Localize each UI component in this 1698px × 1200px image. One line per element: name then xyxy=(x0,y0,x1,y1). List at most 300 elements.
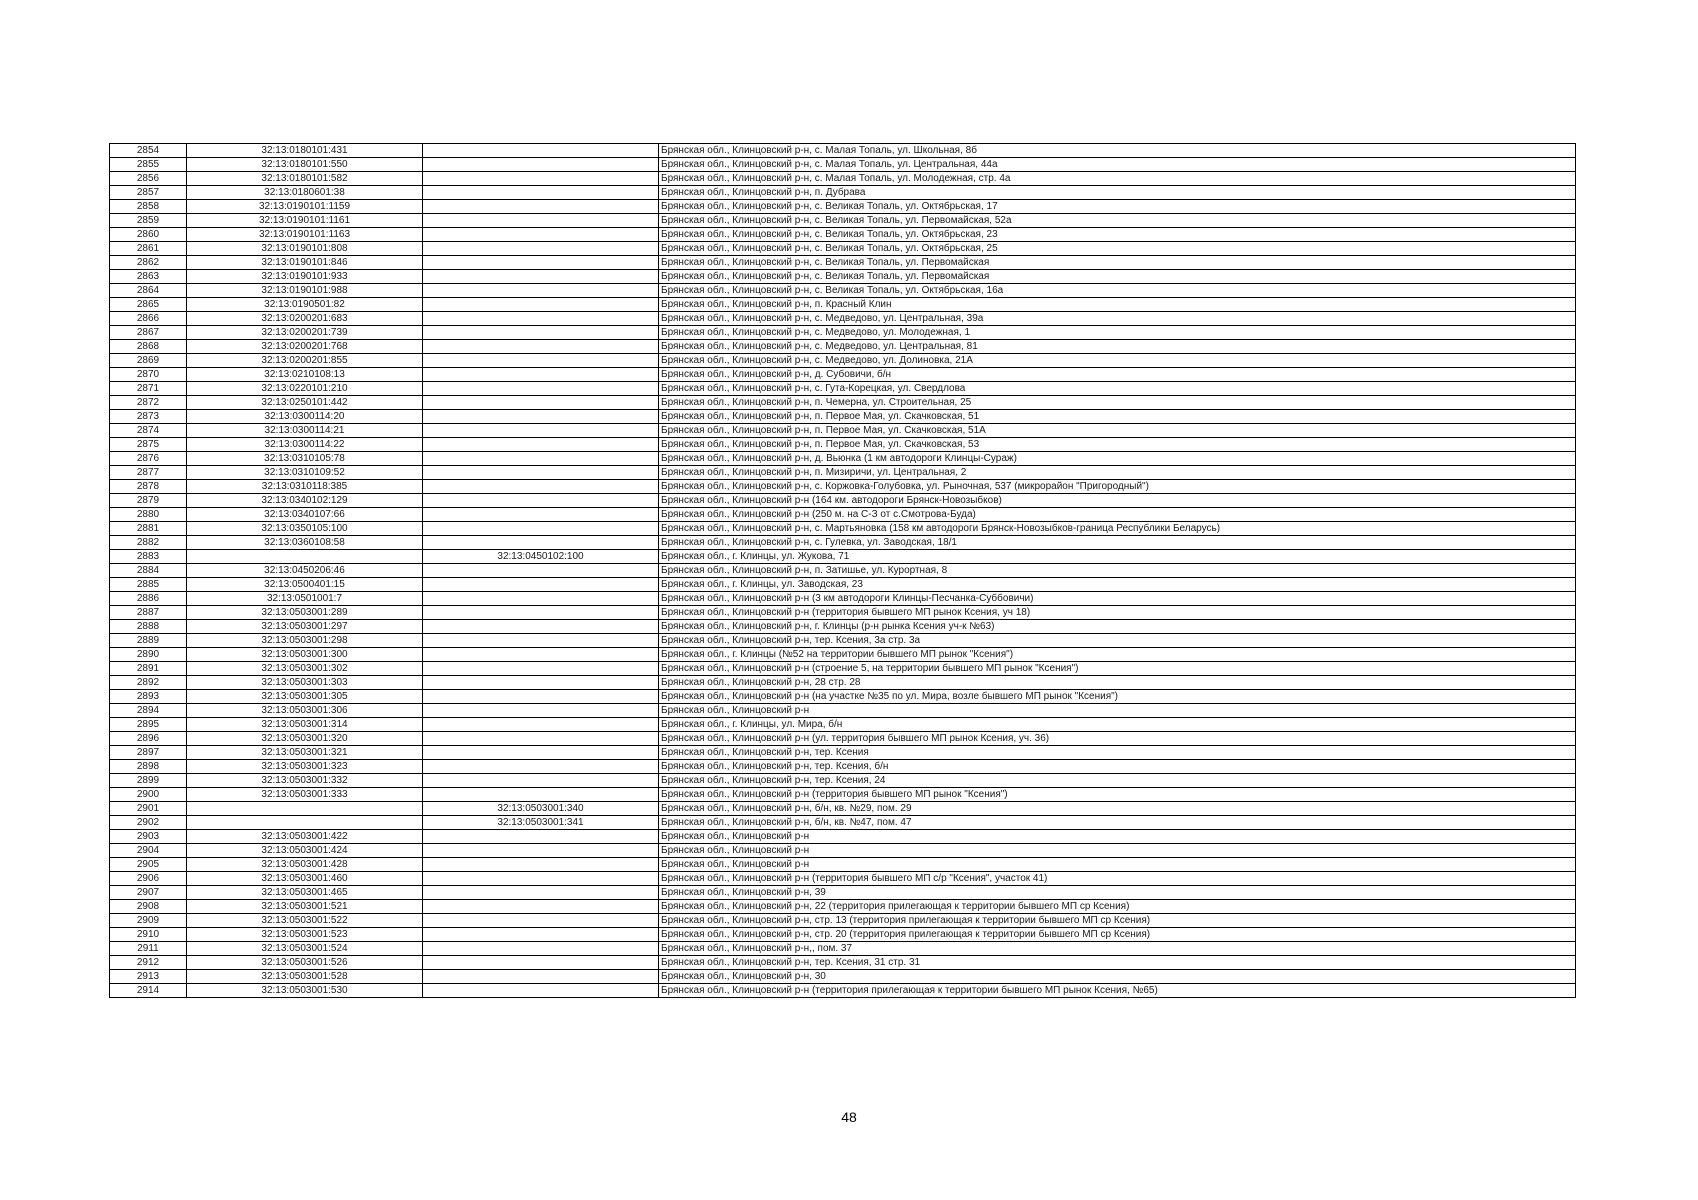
address-cell: Брянская обл., Клинцовский р-н, тер. Ксения, 31 стр. 31 xyxy=(659,956,1576,970)
cadastral-number-cell: 32:13:0180101:550 xyxy=(187,158,423,172)
cadastral-number-cell: 32:13:0190101:808 xyxy=(187,242,423,256)
cadastral-number-cell: 32:13:0503001:300 xyxy=(187,648,423,662)
row-number-cell: 2888 xyxy=(110,620,187,634)
row-number-cell: 2856 xyxy=(110,172,187,186)
table-row xyxy=(110,354,1576,368)
address-cell: Брянская обл., Клинцовский р-н, 39 xyxy=(659,886,1576,900)
address-cell: Брянская обл., Клинцовский р-н, с. Мартьяновка (158 км автодороги Брянск-Новозыбков-граница Республики Беларусь) xyxy=(659,522,1576,536)
cadastral-number-secondary-cell xyxy=(423,256,659,270)
address-cell: Брянская обл., Клинцовский р-н xyxy=(659,844,1576,858)
cadastral-number-cell: 32:13:0503001:523 xyxy=(187,928,423,942)
cadastral-number-cell: 32:13:0200201:855 xyxy=(187,354,423,368)
cadastral-number-cell: 32:13:0300114:20 xyxy=(187,410,423,424)
table-row xyxy=(110,228,1576,242)
row-number-cell: 2873 xyxy=(110,410,187,424)
cadastral-number-secondary-cell xyxy=(423,508,659,522)
table-row xyxy=(110,620,1576,634)
row-number-cell: 2887 xyxy=(110,606,187,620)
table-row xyxy=(110,214,1576,228)
row-number-cell: 2898 xyxy=(110,760,187,774)
table-row xyxy=(110,634,1576,648)
cadastral-number-cell: 32:13:0340107:66 xyxy=(187,508,423,522)
row-number-cell: 2907 xyxy=(110,886,187,900)
address-cell: Брянская обл., г. Клинцы, ул. Заводская, 23 xyxy=(659,578,1576,592)
cadastral-number-secondary-cell xyxy=(423,564,659,578)
cadastral-number-secondary-cell xyxy=(423,396,659,410)
address-cell: Брянская обл., Клинцовский р-н, с. Гулевка, ул. Заводская, 18/1 xyxy=(659,536,1576,550)
cadastral-number-secondary-cell xyxy=(423,704,659,718)
row-number-cell: 2900 xyxy=(110,788,187,802)
cadastral-number-cell: 32:13:0503001:530 xyxy=(187,984,423,998)
cadastral-number-cell xyxy=(187,550,423,564)
cadastral-number-cell: 32:13:0503001:323 xyxy=(187,760,423,774)
cadastral-number-cell: 32:13:0501001:7 xyxy=(187,592,423,606)
cadastral-number-secondary-cell xyxy=(423,648,659,662)
cadastral-number-secondary-cell xyxy=(423,676,659,690)
row-number-cell: 2880 xyxy=(110,508,187,522)
table-row xyxy=(110,732,1576,746)
cadastral-number-secondary-cell xyxy=(423,578,659,592)
address-cell: Брянская обл., Клинцовский р-н, п. Чемерна, ул. Строительная, 25 xyxy=(659,396,1576,410)
cadastral-number-secondary-cell xyxy=(423,242,659,256)
cadastral-number-cell: 32:13:0190101:1161 xyxy=(187,214,423,228)
address-cell: Брянская обл., Клинцовский р-н, с. Великая Топаль, ул. Октябрьская, 16а xyxy=(659,284,1576,298)
address-cell: Брянская обл., Клинцовский р-н xyxy=(659,858,1576,872)
table-row xyxy=(110,914,1576,928)
cadastral-number-cell: 32:13:0220101:210 xyxy=(187,382,423,396)
cadastral-number-cell: 32:13:0200201:768 xyxy=(187,340,423,354)
table-row xyxy=(110,900,1576,914)
cadastral-number-secondary-cell: 32:13:0503001:340 xyxy=(423,802,659,816)
table-row xyxy=(110,480,1576,494)
row-number-cell: 2893 xyxy=(110,690,187,704)
address-cell: Брянская обл., Клинцовский р-н, г. Клинцы (р-н рынка Ксения уч-к №63) xyxy=(659,620,1576,634)
address-cell: Брянская обл., Клинцовский р-н, п. Первое Мая, ул. Скачковская, 53 xyxy=(659,438,1576,452)
table-row xyxy=(110,718,1576,732)
cadastral-number-secondary-cell xyxy=(423,886,659,900)
cadastral-number-cell xyxy=(187,816,423,830)
row-number-cell: 2901 xyxy=(110,802,187,816)
table-row xyxy=(110,956,1576,970)
cadastral-number-secondary-cell xyxy=(423,592,659,606)
address-cell: Брянская обл., Клинцовский р-н, тер. Ксения xyxy=(659,746,1576,760)
row-number-cell: 2871 xyxy=(110,382,187,396)
table-row xyxy=(110,564,1576,578)
cadastral-number-cell: 32:13:0500401:15 xyxy=(187,578,423,592)
cadastral-number-cell: 32:13:0503001:321 xyxy=(187,746,423,760)
cadastral-number-cell: 32:13:0503001:303 xyxy=(187,676,423,690)
row-number-cell: 2906 xyxy=(110,872,187,886)
address-cell: Брянская обл., Клинцовский р-н, б/н, кв. №47, пом. 47 xyxy=(659,816,1576,830)
row-number-cell: 2895 xyxy=(110,718,187,732)
table-row xyxy=(110,270,1576,284)
row-number-cell: 2864 xyxy=(110,284,187,298)
row-number-cell: 2862 xyxy=(110,256,187,270)
cadastral-number-cell: 32:13:0180601:38 xyxy=(187,186,423,200)
cadastral-number-secondary-cell xyxy=(423,662,659,676)
cadastral-number-secondary-cell xyxy=(423,368,659,382)
cadastral-number-secondary-cell xyxy=(423,186,659,200)
cadastral-number-secondary-cell xyxy=(423,872,659,886)
row-number-cell: 2885 xyxy=(110,578,187,592)
address-cell: Брянская обл., Клинцовский р-н (территория бывшего МП рынок Ксения, уч 18) xyxy=(659,606,1576,620)
row-number-cell: 2905 xyxy=(110,858,187,872)
cadastral-number-secondary-cell xyxy=(423,494,659,508)
cadastral-number-cell: 32:13:0210108:13 xyxy=(187,368,423,382)
cadastral-number-cell: 32:13:0300114:21 xyxy=(187,424,423,438)
address-cell: Брянская обл., Клинцовский р-н, 30 xyxy=(659,970,1576,984)
row-number-cell: 2911 xyxy=(110,942,187,956)
address-cell: Брянская обл., Клинцовский р-н, с. Малая Топаль, ул. Молодежная, стр. 4а xyxy=(659,172,1576,186)
cadastral-number-secondary-cell xyxy=(423,284,659,298)
address-cell: Брянская обл., Клинцовский р-н (территория бывшего МП с/р "Ксения", участок 41) xyxy=(659,872,1576,886)
address-cell: Брянская обл., Клинцовский р-н, с. Малая Топаль, ул. Школьная, 8б xyxy=(659,144,1576,158)
table-row xyxy=(110,970,1576,984)
row-number-cell: 2882 xyxy=(110,536,187,550)
cadastral-number-secondary-cell xyxy=(423,340,659,354)
table-row xyxy=(110,872,1576,886)
address-cell: Брянская обл., Клинцовский р-н, с. Коржовка-Голубовка, ул. Рыночная, 537 (микрорайон "Пригородный") xyxy=(659,480,1576,494)
cadastral-number-cell: 32:13:0503001:297 xyxy=(187,620,423,634)
row-number-cell: 2883 xyxy=(110,550,187,564)
page-number: 48 xyxy=(841,1109,857,1125)
cadastral-number-cell: 32:13:0503001:305 xyxy=(187,690,423,704)
cadastral-number-cell: 32:13:0503001:521 xyxy=(187,900,423,914)
cadastral-number-secondary-cell xyxy=(423,172,659,186)
row-number-cell: 2858 xyxy=(110,200,187,214)
cadastral-number-secondary-cell: 32:13:0503001:341 xyxy=(423,816,659,830)
table-row xyxy=(110,578,1576,592)
row-number-cell: 2868 xyxy=(110,340,187,354)
cadastral-number-secondary-cell xyxy=(423,214,659,228)
row-number-cell: 2889 xyxy=(110,634,187,648)
cadastral-number-cell: 32:13:0503001:298 xyxy=(187,634,423,648)
address-cell: Брянская обл., Клинцовский р-н, п. Мизиричи, ул. Центральная, 2 xyxy=(659,466,1576,480)
address-cell: Брянская обл., Клинцовский р-н, д. Вьюнка (1 км автодороги Клинцы-Сураж) xyxy=(659,452,1576,466)
table-row xyxy=(110,704,1576,718)
table-row xyxy=(110,382,1576,396)
row-number-cell: 2861 xyxy=(110,242,187,256)
row-number-cell: 2865 xyxy=(110,298,187,312)
cadastral-number-secondary-cell xyxy=(423,928,659,942)
table-row xyxy=(110,522,1576,536)
address-cell: Брянская обл., Клинцовский р-н, п. Красный Клин xyxy=(659,298,1576,312)
row-number-cell: 2870 xyxy=(110,368,187,382)
table-row xyxy=(110,396,1576,410)
table-row xyxy=(110,830,1576,844)
row-number-cell: 2878 xyxy=(110,480,187,494)
address-cell: Брянская обл., г. Клинцы, ул. Жукова, 71 xyxy=(659,550,1576,564)
table-row xyxy=(110,284,1576,298)
address-cell: Брянская обл., Клинцовский р-н (ул. территория бывшего МП рынок Ксения, уч. 36) xyxy=(659,732,1576,746)
table-row xyxy=(110,802,1576,816)
cadastral-number-cell: 32:13:0190101:1163 xyxy=(187,228,423,242)
cadastral-number-cell: 32:13:0200201:739 xyxy=(187,326,423,340)
row-number-cell: 2875 xyxy=(110,438,187,452)
cadastral-number-cell: 32:13:0503001:302 xyxy=(187,662,423,676)
cadastral-number-secondary-cell xyxy=(423,312,659,326)
cadastral-number-cell: 32:13:0190101:933 xyxy=(187,270,423,284)
table-row xyxy=(110,844,1576,858)
address-cell: Брянская обл., Клинцовский р-н (строение 5, на территории бывшего МП рынок "Ксения") xyxy=(659,662,1576,676)
address-cell: Брянская обл., Клинцовский р-н, тер. Ксения, 24 xyxy=(659,774,1576,788)
cadastral-number-secondary-cell xyxy=(423,606,659,620)
table-row xyxy=(110,424,1576,438)
cadastral-number-cell xyxy=(187,802,423,816)
address-cell: Брянская обл., Клинцовский р-н, с. Медведово, ул. Долиновка, 21А xyxy=(659,354,1576,368)
address-cell: Брянская обл., Клинцовский р-н, тер. Ксения, б/н xyxy=(659,760,1576,774)
row-number-cell: 2884 xyxy=(110,564,187,578)
address-cell: Брянская обл., Клинцовский р-н, с. Великая Топаль, ул. Первомайская xyxy=(659,256,1576,270)
table-row xyxy=(110,298,1576,312)
cadastral-number-secondary-cell xyxy=(423,354,659,368)
cadastral-number-secondary-cell xyxy=(423,466,659,480)
table-row xyxy=(110,858,1576,872)
table-row xyxy=(110,172,1576,186)
row-number-cell: 2890 xyxy=(110,648,187,662)
table-row xyxy=(110,340,1576,354)
address-cell: Брянская обл., Клинцовский р-н (территория прилегающая к территории бывшего МП рынок Ксения, №65) xyxy=(659,984,1576,998)
address-cell: Брянская обл., Клинцовский р-н, с. Великая Топаль, ул. Первомайская, 52а xyxy=(659,214,1576,228)
cadastral-number-secondary-cell xyxy=(423,410,659,424)
row-number-cell: 2857 xyxy=(110,186,187,200)
address-cell: Брянская обл., Клинцовский р-н, б/н, кв. №29, пом. 29 xyxy=(659,802,1576,816)
cadastral-number-secondary-cell xyxy=(423,774,659,788)
table-row xyxy=(110,886,1576,900)
table-row xyxy=(110,158,1576,172)
cadastral-number-cell: 32:13:0310109:52 xyxy=(187,466,423,480)
address-cell: Брянская обл., Клинцовский р-н, д. Субовичи, б/н xyxy=(659,368,1576,382)
table-row xyxy=(110,494,1576,508)
address-cell: Брянская обл., Клинцовский р-н, 28 стр. 28 xyxy=(659,676,1576,690)
table-row xyxy=(110,592,1576,606)
cadastral-number-cell: 32:13:0190101:1159 xyxy=(187,200,423,214)
row-number-cell: 2879 xyxy=(110,494,187,508)
cadastral-number-cell: 32:13:0503001:528 xyxy=(187,970,423,984)
cadastral-number-cell: 32:13:0310105:78 xyxy=(187,452,423,466)
row-number-cell: 2876 xyxy=(110,452,187,466)
cadastral-number-secondary-cell xyxy=(423,956,659,970)
cadastral-number-secondary-cell xyxy=(423,382,659,396)
row-number-cell: 2859 xyxy=(110,214,187,228)
table-row xyxy=(110,438,1576,452)
cadastral-number-secondary-cell xyxy=(423,200,659,214)
cadastral-number-cell: 32:13:0503001:314 xyxy=(187,718,423,732)
address-cell: Брянская обл., Клинцовский р-н, п. Дубрава xyxy=(659,186,1576,200)
table-row xyxy=(110,410,1576,424)
address-cell: Брянская обл., Клинцовский р-н, с. Гута-Корецкая, ул. Свердлова xyxy=(659,382,1576,396)
table-row xyxy=(110,788,1576,802)
table-row xyxy=(110,676,1576,690)
row-number-cell: 2867 xyxy=(110,326,187,340)
cadastral-number-secondary-cell xyxy=(423,900,659,914)
table-row xyxy=(110,606,1576,620)
cadastral-number-secondary-cell xyxy=(423,788,659,802)
row-number-cell: 2866 xyxy=(110,312,187,326)
cadastral-number-secondary-cell xyxy=(423,438,659,452)
address-cell: Брянская обл., Клинцовский р-н, с. Медведово, ул. Центральная, 39а xyxy=(659,312,1576,326)
cadastral-number-secondary-cell xyxy=(423,760,659,774)
cadastral-number-secondary-cell xyxy=(423,620,659,634)
row-number-cell: 2909 xyxy=(110,914,187,928)
cadastral-number-cell: 32:13:0340102:129 xyxy=(187,494,423,508)
address-cell: Брянская обл., Клинцовский р-н, с. Малая Топаль, ул. Центральная, 44а xyxy=(659,158,1576,172)
row-number-cell: 2863 xyxy=(110,270,187,284)
row-number-cell: 2913 xyxy=(110,970,187,984)
table-row xyxy=(110,928,1576,942)
cadastral-number-cell: 32:13:0503001:306 xyxy=(187,704,423,718)
table-row xyxy=(110,242,1576,256)
cadastral-number-cell: 32:13:0503001:526 xyxy=(187,956,423,970)
cadastral-number-cell: 32:13:0503001:524 xyxy=(187,942,423,956)
cadastral-number-secondary-cell xyxy=(423,690,659,704)
row-number-cell: 2869 xyxy=(110,354,187,368)
row-number-cell: 2914 xyxy=(110,984,187,998)
cadastral-number-secondary-cell xyxy=(423,480,659,494)
table-row xyxy=(110,466,1576,480)
address-cell: Брянская обл., Клинцовский р-н, п. Первое Мая, ул. Скачковская, 51А xyxy=(659,424,1576,438)
address-cell: Брянская обл., Клинцовский р-н, стр. 13 (территория прилегающая к территории бывшего МП ср Ксения) xyxy=(659,914,1576,928)
cadastral-number-secondary-cell xyxy=(423,718,659,732)
table-row xyxy=(110,186,1576,200)
cadastral-number-secondary-cell xyxy=(423,228,659,242)
address-cell: Брянская обл., Клинцовский р-н, с. Великая Топаль, ул. Октябрьская, 23 xyxy=(659,228,1576,242)
table-row xyxy=(110,550,1576,564)
cadastral-number-secondary-cell xyxy=(423,914,659,928)
cadastral-number-cell: 32:13:0250101:442 xyxy=(187,396,423,410)
table-row xyxy=(110,984,1576,998)
cadastral-number-secondary-cell xyxy=(423,970,659,984)
address-cell: Брянская обл., Клинцовский р-н, с. Великая Топаль, ул. Октябрьская, 25 xyxy=(659,242,1576,256)
cadastral-number-secondary-cell xyxy=(423,844,659,858)
cadastral-number-secondary-cell xyxy=(423,942,659,956)
row-number-cell: 2904 xyxy=(110,844,187,858)
cadastral-number-cell: 32:13:0503001:465 xyxy=(187,886,423,900)
table-row xyxy=(110,760,1576,774)
cadastral-number-secondary-cell xyxy=(423,326,659,340)
row-number-cell: 2896 xyxy=(110,732,187,746)
table-row xyxy=(110,452,1576,466)
row-number-cell: 2854 xyxy=(110,144,187,158)
table-row xyxy=(110,256,1576,270)
row-number-cell: 2855 xyxy=(110,158,187,172)
cadastral-number-cell: 32:13:0310118:385 xyxy=(187,480,423,494)
cadastral-number-cell: 32:13:0180101:431 xyxy=(187,144,423,158)
table-row xyxy=(110,816,1576,830)
table-row xyxy=(110,648,1576,662)
table-row xyxy=(110,942,1576,956)
table-row xyxy=(110,368,1576,382)
address-cell: Брянская обл., г. Клинцы (№52 на территории бывшего МП рынок "Ксения") xyxy=(659,648,1576,662)
cadastral-number-cell: 32:13:0190101:988 xyxy=(187,284,423,298)
row-number-cell: 2872 xyxy=(110,396,187,410)
cadastral-number-cell: 32:13:0180101:582 xyxy=(187,172,423,186)
row-number-cell: 2894 xyxy=(110,704,187,718)
address-cell: Брянская обл., Клинцовский р-н, тер. Ксения, 3а стр. 3а xyxy=(659,634,1576,648)
table-row xyxy=(110,312,1576,326)
cadastral-number-secondary-cell: 32:13:0450102:100 xyxy=(423,550,659,564)
row-number-cell: 2891 xyxy=(110,662,187,676)
address-cell: Брянская обл., Клинцовский р-н, 22 (территория прилегающая к территории бывшего МП ср Ксения) xyxy=(659,900,1576,914)
row-number-cell: 2860 xyxy=(110,228,187,242)
cadastral-number-secondary-cell xyxy=(423,424,659,438)
address-cell: Брянская обл., Клинцовский р-н, п. Затишье, ул. Курортная, 8 xyxy=(659,564,1576,578)
row-number-cell: 2874 xyxy=(110,424,187,438)
row-number-cell: 2892 xyxy=(110,676,187,690)
address-cell: Брянская обл., Клинцовский р-н, п. Первое Мая, ул. Скачковская, 51 xyxy=(659,410,1576,424)
cadastral-number-cell: 32:13:0503001:522 xyxy=(187,914,423,928)
cadastral-number-secondary-cell xyxy=(423,984,659,998)
cadastral-number-cell: 32:13:0190501:82 xyxy=(187,298,423,312)
cadastral-number-secondary-cell xyxy=(423,746,659,760)
cadastral-number-secondary-cell xyxy=(423,732,659,746)
address-cell: Брянская обл., Клинцовский р-н (164 км. автодороги Брянск-Новозыбков) xyxy=(659,494,1576,508)
table-row xyxy=(110,508,1576,522)
cadastral-number-secondary-cell xyxy=(423,536,659,550)
row-number-cell: 2877 xyxy=(110,466,187,480)
address-cell: Брянская обл., Клинцовский р-н xyxy=(659,704,1576,718)
address-cell: Брянская обл., г. Клинцы, ул. Мира, б/н xyxy=(659,718,1576,732)
property-table-body xyxy=(110,144,1576,998)
row-number-cell: 2908 xyxy=(110,900,187,914)
cadastral-number-cell: 32:13:0350105:100 xyxy=(187,522,423,536)
address-cell: Брянская обл., Клинцовский р-н, с. Медведово, ул. Молодежная, 1 xyxy=(659,326,1576,340)
address-cell: Брянская обл., Клинцовский р-н (на участке №35 по ул. Мира, возле бывшего МП рынок "Ксения") xyxy=(659,690,1576,704)
row-number-cell: 2912 xyxy=(110,956,187,970)
row-number-cell: 2910 xyxy=(110,928,187,942)
cadastral-number-secondary-cell xyxy=(423,298,659,312)
cadastral-number-secondary-cell xyxy=(423,830,659,844)
table-row xyxy=(110,774,1576,788)
cadastral-number-cell: 32:13:0503001:289 xyxy=(187,606,423,620)
address-cell: Брянская обл., Клинцовский р-н, с. Медведово, ул. Центральная, 81 xyxy=(659,340,1576,354)
cadastral-number-cell: 32:13:0200201:683 xyxy=(187,312,423,326)
address-cell: Брянская обл., Клинцовский р-н, с. Великая Топаль, ул. Первомайская xyxy=(659,270,1576,284)
cadastral-number-cell: 32:13:0300114:22 xyxy=(187,438,423,452)
address-cell: Брянская обл., Клинцовский р-н xyxy=(659,830,1576,844)
cadastral-number-cell: 32:13:0190101:846 xyxy=(187,256,423,270)
table-row xyxy=(110,746,1576,760)
cadastral-number-cell: 32:13:0503001:332 xyxy=(187,774,423,788)
cadastral-number-cell: 32:13:0450206:46 xyxy=(187,564,423,578)
cadastral-number-cell: 32:13:0503001:333 xyxy=(187,788,423,802)
table-row xyxy=(110,144,1576,158)
cadastral-number-secondary-cell xyxy=(423,634,659,648)
row-number-cell: 2897 xyxy=(110,746,187,760)
cadastral-number-secondary-cell xyxy=(423,858,659,872)
cadastral-number-cell: 32:13:0503001:424 xyxy=(187,844,423,858)
cadastral-number-secondary-cell xyxy=(423,270,659,284)
table-row xyxy=(110,200,1576,214)
table-row xyxy=(110,536,1576,550)
address-cell: Брянская обл., Клинцовский р-н (250 м. на С-З от с.Смотрова-Буда) xyxy=(659,508,1576,522)
cadastral-number-secondary-cell xyxy=(423,452,659,466)
row-number-cell: 2903 xyxy=(110,830,187,844)
table-row xyxy=(110,662,1576,676)
cadastral-number-secondary-cell xyxy=(423,522,659,536)
address-cell: Брянская обл., Клинцовский р-н,, пом. 37 xyxy=(659,942,1576,956)
cadastral-number-secondary-cell xyxy=(423,158,659,172)
cadastral-number-cell: 32:13:0503001:460 xyxy=(187,872,423,886)
property-table xyxy=(109,143,1576,998)
table-row xyxy=(110,690,1576,704)
address-cell: Брянская обл., Клинцовский р-н, с. Великая Топаль, ул. Октябрьская, 17 xyxy=(659,200,1576,214)
address-cell: Брянская обл., Клинцовский р-н (3 км автодороги Клинцы-Песчанка-Суббовичи) xyxy=(659,592,1576,606)
cadastral-number-cell: 32:13:0503001:422 xyxy=(187,830,423,844)
cadastral-number-secondary-cell xyxy=(423,144,659,158)
cadastral-number-cell: 32:13:0360108:58 xyxy=(187,536,423,550)
address-cell: Брянская обл., Клинцовский р-н (территория бывшего МП рынок "Ксения") xyxy=(659,788,1576,802)
